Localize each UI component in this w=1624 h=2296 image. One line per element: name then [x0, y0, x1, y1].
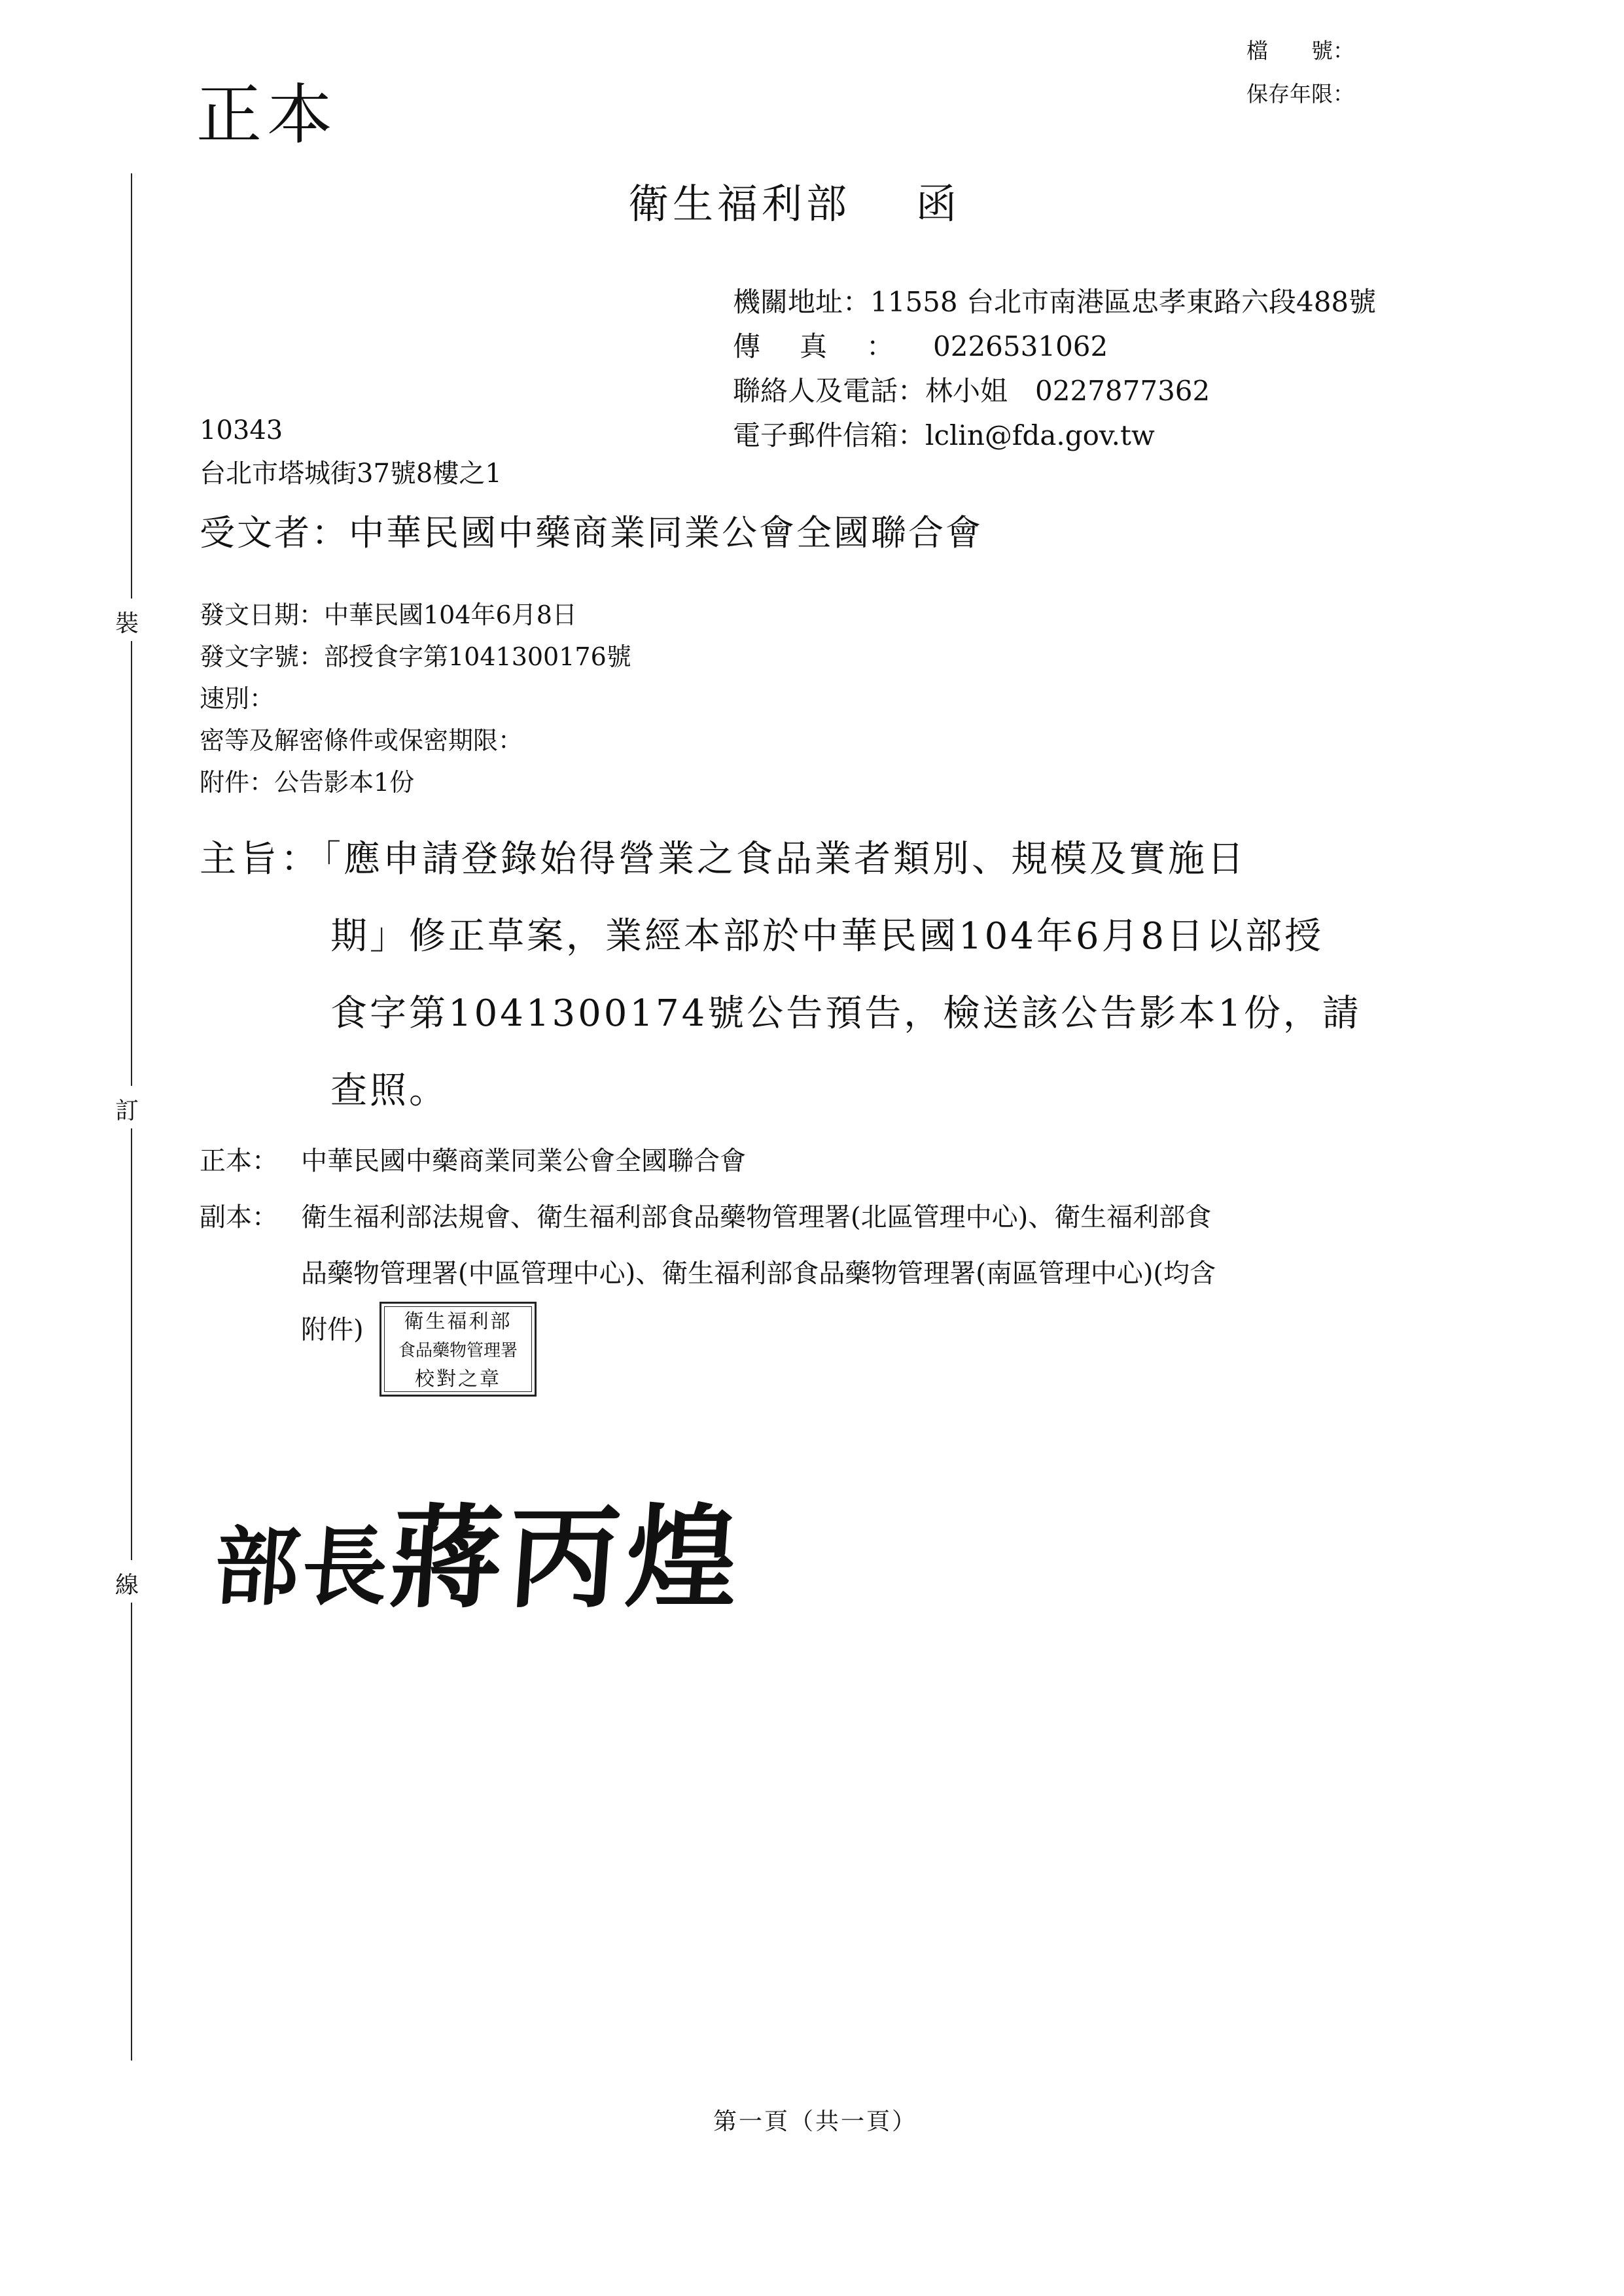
proofread-seal — [380, 1302, 537, 1397]
attachment: 附件：公告影本1份 — [200, 768, 415, 797]
seal-line: 衛生福利部 — [404, 1310, 512, 1333]
original-recipient-row — [200, 1133, 1456, 1189]
document-meta — [200, 594, 631, 803]
postal-code: 10343 — [200, 415, 283, 445]
recipient: 受文者：中華民國中藥商業同業公會全國聯合會 — [200, 512, 983, 553]
file-info — [1246, 29, 1354, 116]
priority: 速別： — [200, 684, 275, 713]
agency-name: 衛生福利部 — [628, 180, 851, 228]
signature-title: 部長 — [211, 1517, 394, 1617]
agency-address: 11558 台北市南港區忠孝東路六段488號 — [870, 286, 1377, 318]
minister-signature — [210, 1469, 750, 1629]
signature-name: 蔣丙煌 — [386, 1493, 749, 1624]
subject-line: 「應申請登錄始得營業之食品業者類別、規模及實施日 — [304, 838, 1246, 880]
binding-char-zhuang: 裝 — [115, 610, 139, 637]
document-title — [628, 171, 961, 230]
agency-fax: 0226531062 — [933, 330, 1108, 362]
copy-recipient-line: 衛生福利部法規會、衛生福利部食品藥物管理署(北區管理中心)、衛生福利部食 — [301, 1202, 1212, 1232]
subject-body — [304, 821, 1456, 1130]
copy-recipient-line: 品藥物管理署(中區管理中心)、衛生福利部食品藥物管理署(南區管理中心)(均含 — [301, 1259, 1216, 1289]
seal-line: 校對之章 — [415, 1368, 501, 1391]
agency-fax-row: 傳真：0226531062 — [733, 330, 1108, 362]
agency-info — [733, 280, 1376, 458]
street-address: 台北市塔城街37號8樓之1 — [200, 459, 502, 489]
subject-line: 查照。 — [330, 1070, 448, 1112]
binding-line-bottom — [131, 1603, 132, 2061]
agency-address-row: 機關地址：11558 台北市南港區忠孝東路六段488號 — [733, 286, 1377, 318]
agency-contact: 林小姐 0227877362 — [925, 375, 1210, 407]
retention-label: 保存年限： — [1246, 81, 1354, 107]
subject-line: 期」修正草案，業經本部於中華民國104年6月8日以部授 — [330, 915, 1324, 958]
copy-mark: 正本 — [196, 77, 338, 153]
document-type: 函 — [916, 180, 961, 228]
original-label: 正本： — [200, 1146, 278, 1176]
agency-email-row: 電子郵件信箱：lclin@fda.gov.tw — [733, 419, 1155, 451]
secrecy-level: 密等及解密條件或保密期限： — [200, 726, 523, 755]
agency-contact-row: 聯絡人及電話：林小姐 0227877362 — [733, 375, 1210, 407]
subject-label: 主旨： — [200, 838, 321, 880]
copy-recipient-line: 附件) — [301, 1315, 364, 1345]
issue-date: 發文日期：中華民國104年6月8日 — [200, 600, 577, 629]
binding-line-mid1 — [131, 641, 132, 1086]
copy-label: 副本： — [200, 1202, 278, 1232]
original-recipient: 中華民國中藥商業同業公會全國聯合會 — [301, 1146, 746, 1176]
seal-line: 食品藥物管理署 — [398, 1341, 518, 1361]
recipient-address — [200, 409, 502, 495]
binding-line-mid2 — [131, 1128, 132, 1560]
page-number: 第一頁（共一頁） — [713, 2108, 918, 2135]
subject — [200, 821, 1456, 1130]
binding-char-ding: 訂 — [115, 1098, 139, 1124]
binding-line-top — [131, 173, 132, 599]
agency-email: lclin@fda.gov.tw — [925, 419, 1155, 451]
document-number: 發文字號：部授食字第1041300176號 — [200, 642, 631, 671]
file-number-label: 檔 號： — [1246, 38, 1354, 63]
binding-char-xian: 線 — [115, 1572, 139, 1599]
subject-line: 食字第1041300174號公告預告，檢送該公告影本1份，請 — [330, 992, 1362, 1035]
